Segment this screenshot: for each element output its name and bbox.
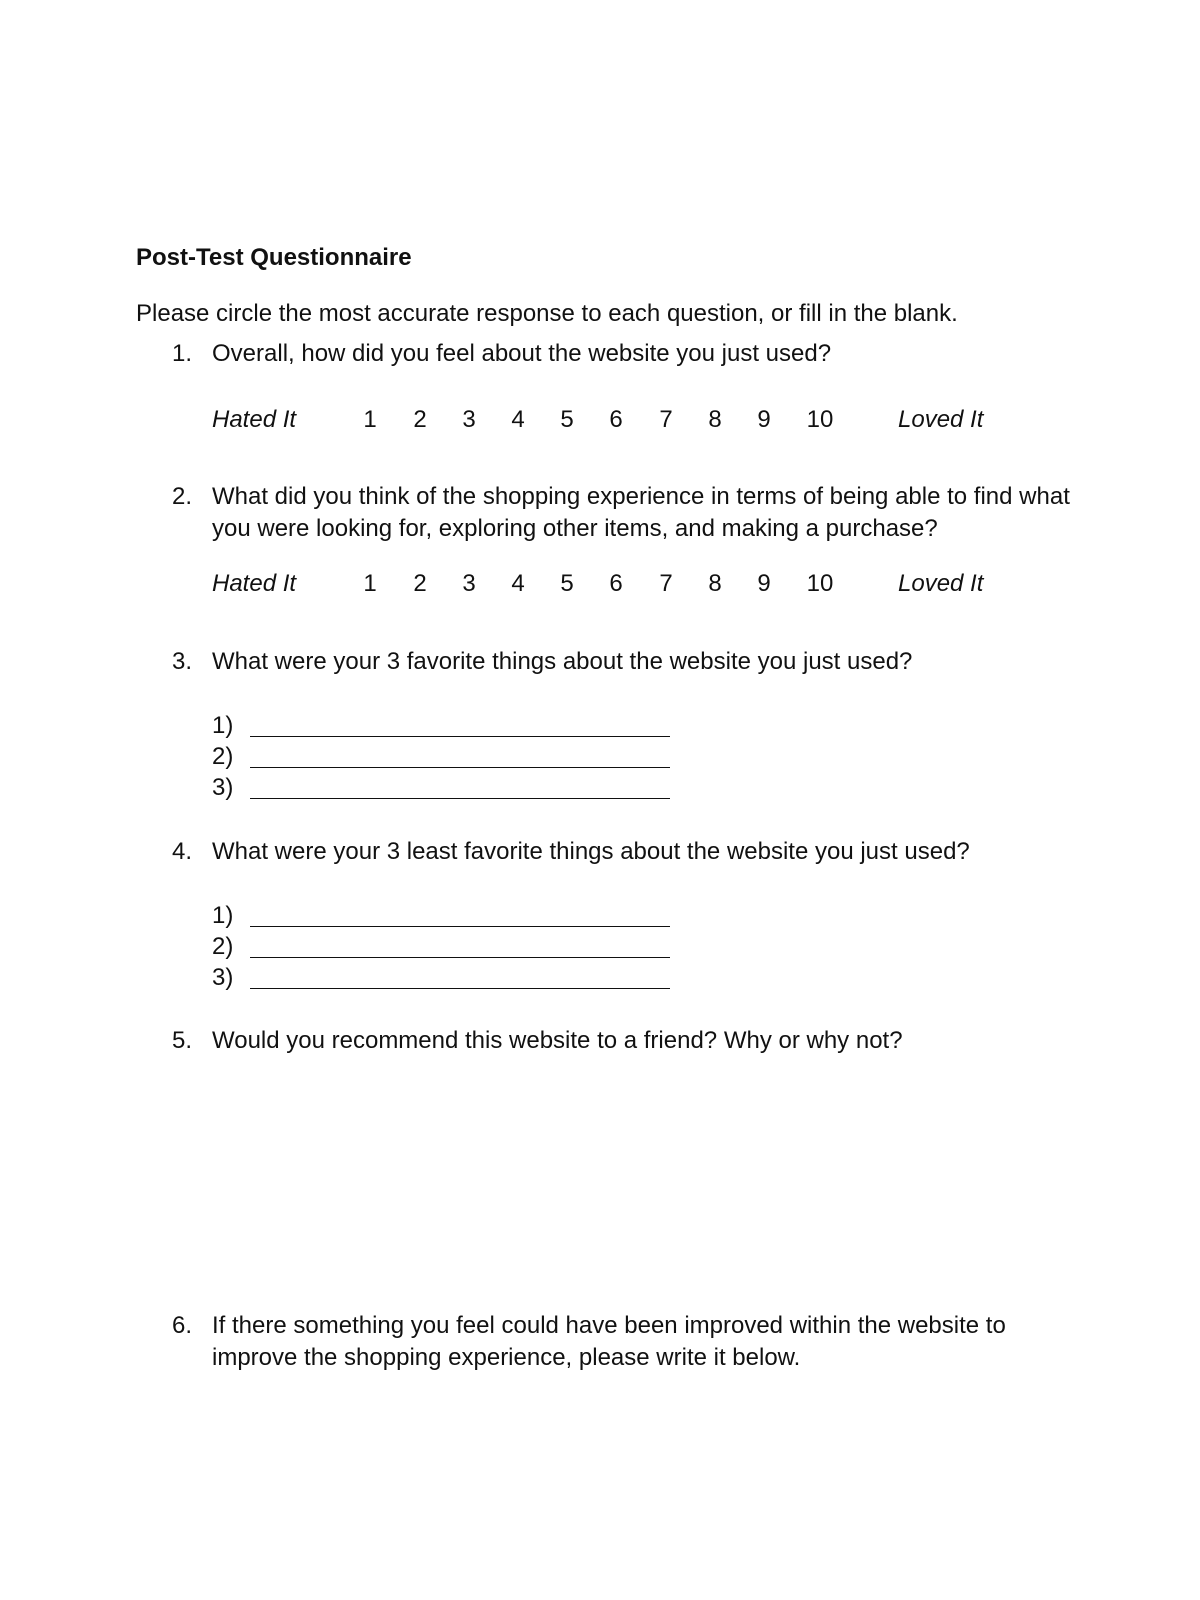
blank-number: 2) bbox=[212, 933, 234, 960]
instructions: Please circle the most accurate response to each question, or fill in the blank. bbox=[136, 300, 958, 327]
scale-option-3[interactable]: 3 bbox=[462, 406, 476, 433]
scale-option-7[interactable]: 7 bbox=[659, 570, 673, 597]
fill-in-blank[interactable] bbox=[250, 957, 670, 958]
scale-option-3[interactable]: 3 bbox=[462, 570, 476, 597]
blank-number: 2) bbox=[212, 743, 234, 770]
fill-in-blank[interactable] bbox=[250, 988, 670, 989]
scale-option-5[interactable]: 5 bbox=[560, 570, 574, 597]
question-number: 1. bbox=[172, 340, 193, 367]
rating-scale-2 bbox=[212, 570, 1012, 602]
scale-option-4[interactable]: 4 bbox=[511, 406, 525, 433]
question-number: 3. bbox=[172, 648, 193, 675]
question-text: Would you recommend this website to a friend? Why or why not? bbox=[212, 1027, 903, 1054]
question-number: 5. bbox=[172, 1027, 193, 1054]
scale-low-label: Hated It bbox=[212, 570, 297, 597]
scale-option-5[interactable]: 5 bbox=[560, 406, 574, 433]
scale-low-label: Hated It bbox=[212, 406, 297, 433]
scale-option-9[interactable]: 9 bbox=[757, 406, 771, 433]
scale-option-10[interactable]: 10 bbox=[806, 406, 834, 433]
fill-in-blank[interactable] bbox=[250, 926, 670, 927]
scale-option-2[interactable]: 2 bbox=[413, 570, 427, 597]
question-text: If there something you feel could have been improved within the website to improve the shopping experience, please write it below. bbox=[212, 1312, 1006, 1371]
scale-option-1[interactable]: 1 bbox=[363, 406, 377, 433]
fill-in-blank[interactable] bbox=[250, 736, 670, 737]
page-title: Post-Test Questionnaire bbox=[136, 244, 412, 271]
scale-option-1[interactable]: 1 bbox=[363, 570, 377, 597]
blank-number: 3) bbox=[212, 964, 234, 991]
question-text: What were your 3 favorite things about the website you just used? bbox=[212, 648, 913, 675]
fill-in-blank[interactable] bbox=[250, 767, 670, 768]
scale-option-7[interactable]: 7 bbox=[659, 406, 673, 433]
scale-option-8[interactable]: 8 bbox=[708, 406, 722, 433]
scale-high-label: Loved It bbox=[898, 406, 984, 433]
question-text: Overall, how did you feel about the website you just used? bbox=[212, 340, 832, 367]
blank-number: 1) bbox=[212, 902, 234, 929]
scale-option-4[interactable]: 4 bbox=[511, 570, 525, 597]
scale-option-6[interactable]: 6 bbox=[609, 406, 623, 433]
question-number: 4. bbox=[172, 838, 193, 865]
question-number: 6. bbox=[172, 1312, 193, 1339]
blank-number: 1) bbox=[212, 712, 234, 739]
scale-option-9[interactable]: 9 bbox=[757, 570, 771, 597]
question-text: What did you think of the shopping experience in terms of being able to find what you were looking for, exploring other items, and making a purchase? bbox=[212, 483, 1070, 542]
scale-option-6[interactable]: 6 bbox=[609, 570, 623, 597]
rating-scale-1 bbox=[212, 406, 1012, 438]
question-text: What were your 3 least favorite things about the website you just used? bbox=[212, 838, 970, 865]
blank-number: 3) bbox=[212, 774, 234, 801]
scale-option-2[interactable]: 2 bbox=[413, 406, 427, 433]
scale-high-label: Loved It bbox=[898, 570, 984, 597]
question-number: 2. bbox=[172, 483, 193, 510]
scale-option-8[interactable]: 8 bbox=[708, 570, 722, 597]
fill-in-blank[interactable] bbox=[250, 798, 670, 799]
scale-option-10[interactable]: 10 bbox=[806, 570, 834, 597]
